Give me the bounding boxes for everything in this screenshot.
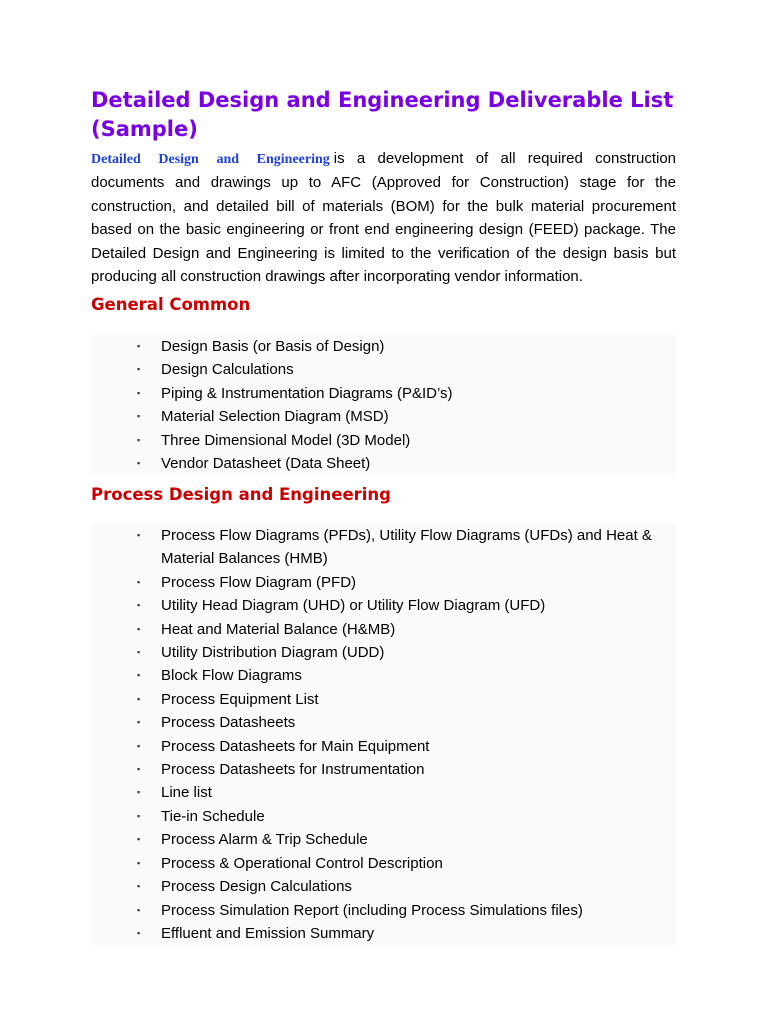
bullet-icon: ▪ <box>137 670 141 681</box>
bullet-icon: ▪ <box>137 857 141 868</box>
section-heading-general-common: General Common <box>91 295 251 314</box>
list-item-text: Design Calculations <box>161 361 294 379</box>
list-item-text: Vendor Datasheet (Data Sheet) <box>161 455 371 473</box>
bullet-icon: ▪ <box>137 530 141 540</box>
general-common-list <box>91 335 676 475</box>
bullet-icon: ▪ <box>137 411 141 422</box>
list-item-text: Process Flow Diagrams (PFDs), Utility Flow Diagrams (UFDs) and Heat & Material Balances (HMB) <box>161 527 652 568</box>
list-item <box>91 594 676 617</box>
list-item-text: Process Datasheets for Instrumentation <box>161 761 425 779</box>
intro-text: is a development of all required construction documents and drawings up to AFC (Approved for Construction) stage for the construction, and detailed bill of materials (BOM) for the bulk material procurement based on the basic engineering or front end engineering design (FEED) package. The Detailed Design and Engineering is limited to the verification of the design basis but producing all construction drawings after incorporating vendor information. <box>91 150 677 286</box>
bullet-icon: ▪ <box>137 341 141 351</box>
list-item-text: Process Datasheets <box>161 714 296 732</box>
bullet-icon: ▪ <box>137 458 141 469</box>
list-item-text: Effluent and Emission Summary <box>161 924 375 942</box>
section-heading-process-design: Process Design and Engineering <box>91 485 391 504</box>
bullet-icon: ▪ <box>137 787 141 798</box>
bullet-icon: ▪ <box>137 764 141 775</box>
list-item-text: Utility Distribution Diagram (UDD) <box>161 644 385 662</box>
list-item <box>91 688 676 711</box>
list-item-text: Piping & Instrumentation Diagrams (P&ID’s) <box>161 384 453 402</box>
bullet-icon: ▪ <box>137 904 141 915</box>
list-item-text: Process Datasheets for Main Equipment <box>161 737 430 755</box>
list-item <box>91 641 676 664</box>
list-item <box>91 899 676 922</box>
bullet-icon: ▪ <box>137 717 141 728</box>
list-item-text: Utility Head Diagram (UHD) or Utility Flow Diagram (UFD) <box>161 597 546 615</box>
bullet-icon: ▪ <box>137 576 141 587</box>
list-item <box>91 922 676 945</box>
list-item-text: Process Equipment List <box>161 690 319 708</box>
intro-paragraph <box>91 147 676 288</box>
list-item <box>91 571 676 594</box>
list-item-text: Three Dimensional Model (3D Model) <box>161 431 411 449</box>
list-item <box>91 382 676 405</box>
list-item <box>91 618 676 641</box>
bullet-icon: ▪ <box>137 623 141 634</box>
bullet-icon: ▪ <box>137 600 141 611</box>
list-item <box>91 358 676 381</box>
page-title: Detailed Design and Engineering Deliverable List (Sample) <box>91 88 674 141</box>
list-item <box>91 875 676 898</box>
bullet-icon: ▪ <box>137 434 141 445</box>
bullet-icon: ▪ <box>137 693 141 704</box>
list-item <box>91 828 676 851</box>
bullet-icon: ▪ <box>137 387 141 398</box>
bullet-icon: ▪ <box>137 740 141 751</box>
list-item <box>91 405 676 428</box>
list-item-text: Process & Operational Control Description <box>161 854 443 872</box>
list-item-text: Tie-in Schedule <box>161 807 265 825</box>
list-item <box>91 452 676 475</box>
list-item-text: Block Flow Diagrams <box>161 667 302 685</box>
list-item-text: Process Flow Diagram (PFD) <box>161 573 357 591</box>
bullet-icon: ▪ <box>137 647 141 658</box>
list-item-text: Process Simulation Report (including Process Simulations files) <box>161 901 583 919</box>
list-item <box>91 524 676 571</box>
bullet-icon: ▪ <box>137 881 141 892</box>
list-item-text: Process Design Calculations <box>161 878 352 896</box>
bullet-icon: ▪ <box>137 927 141 938</box>
list-item <box>91 852 676 875</box>
list-item <box>91 664 676 687</box>
list-item <box>91 805 676 828</box>
bullet-icon: ▪ <box>137 364 141 375</box>
list-item <box>91 711 676 734</box>
list-item-text: Process Alarm & Trip Schedule <box>161 831 368 849</box>
list-item <box>91 758 676 781</box>
process-design-list <box>91 524 676 945</box>
bullet-icon: ▪ <box>137 834 141 845</box>
list-item-text: Material Selection Diagram (MSD) <box>161 408 389 426</box>
list-item-text: Design Basis (or Basis of Design) <box>161 338 385 355</box>
list-item <box>91 335 676 358</box>
list-item-text: Heat and Material Balance (H&MB) <box>161 620 396 638</box>
intro-term-link[interactable]: Detailed Design and Engineering <box>91 152 330 167</box>
list-item-text: Line list <box>161 784 212 802</box>
list-item <box>91 735 676 758</box>
bullet-icon: ▪ <box>137 810 141 821</box>
list-item <box>91 781 676 804</box>
list-item <box>91 429 676 452</box>
